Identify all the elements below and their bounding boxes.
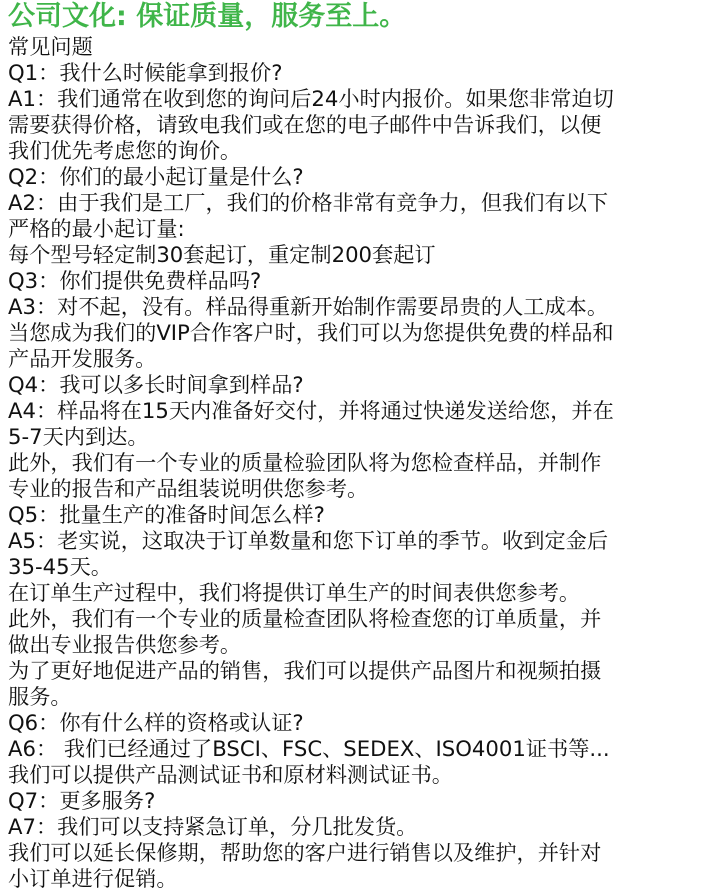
question-3: Q3：你们提供免费样品吗? — [8, 268, 262, 293]
answer-5-line: 此外，我们有一个专业的质量检查团队将检查您的订单质量，并 — [8, 606, 602, 631]
answer-4-line: 专业的报告和产品组装说明供您参考。 — [8, 476, 369, 501]
answer-5-line: 35-45天。 — [8, 554, 112, 579]
faq-item-5 — [8, 502, 716, 710]
answer-4-line: A4：样品将在15天内准备好交付，并将通过快递发送给您，并在 — [8, 398, 614, 423]
company-culture-headline: 公司文化: 保证质量，服务至上。 — [8, 1, 407, 32]
answer-2-line: A2：由于我们是工厂，我们的价格非常有竞争力，但我们有以下 — [8, 190, 609, 215]
answer-3-line: 当您成为我们的VIP合作客户时，我们可以为您提供免费的样品和 — [8, 320, 614, 345]
question-7: Q7：更多服务? — [8, 788, 156, 813]
answer-5-line: 服务。 — [8, 684, 72, 709]
answer-5-line: A5：老实说，这取决于订单数量和您下订单的季节。收到定金后 — [8, 528, 609, 553]
faq-item-2 — [8, 164, 716, 268]
answer-5-line: 做出专业报告供您参考。 — [8, 632, 242, 657]
faq-item-4 — [8, 372, 716, 502]
answer-5-line: 为了更好地促进产品的销售，我们可以提供产品图片和视频拍摄 — [8, 658, 602, 683]
question-1: Q1：我什么时候能拿到报价? — [8, 60, 283, 85]
faq-item-7 — [8, 788, 716, 892]
faq-section-title: 常见问题 — [8, 34, 93, 59]
answer-4-line: 5-7天内到达。 — [8, 424, 149, 449]
answer-3-line: 产品开发服务。 — [8, 346, 157, 371]
answer-6-line: A6： 我们已经通过了BSCI、FSC、SEDEX、ISO4001证书等... — [8, 736, 610, 761]
question-6: Q6：你有什么样的资格或认证? — [8, 710, 304, 735]
answer-6-line: 我们可以提供产品测试证书和原材料测试证书。 — [8, 762, 453, 787]
faq-document — [8, 0, 716, 891]
answer-5-line: 在订单生产过程中，我们将提供订单生产的时间表供您参考。 — [8, 580, 581, 605]
faq-item-1 — [8, 60, 716, 164]
answer-1-line: 我们优先考虑您的询价。 — [8, 138, 242, 163]
answer-1-line: A1：我们通常在收到您的询问后24小时内报价。如果您非常迫切 — [8, 86, 614, 111]
question-5: Q5：批量生产的准备时间怎么样? — [8, 502, 325, 527]
answer-1-line: 需要获得价格，请致电我们或在您的电子邮件中告诉我们，以便 — [8, 112, 602, 137]
question-4: Q4：我可以多长时间拿到样品? — [8, 372, 304, 397]
answer-3-line: A3：对不起，没有。样品得重新开始制作需要昂贵的人工成本。 — [8, 294, 609, 319]
answer-7-line: 我们可以延长保修期，帮助您的客户进行销售以及维护，并针对 — [8, 840, 602, 865]
answer-4-line: 此外，我们有一个专业的质量检验团队将为您检查样品，并制作 — [8, 450, 602, 475]
answer-7-line: 小订单进行促销。 — [8, 866, 178, 891]
answer-2-line: 严格的最小起订量: — [8, 216, 185, 241]
answer-2-line: 每个型号轻定制30套起订，重定制200套起订 — [8, 242, 436, 267]
faq-item-3 — [8, 268, 716, 372]
question-2: Q2：你们的最小起订量是什么? — [8, 164, 304, 189]
answer-7-line: A7：我们可以支持紧急订单，分几批发货。 — [8, 814, 418, 839]
faq-item-6 — [8, 710, 716, 788]
